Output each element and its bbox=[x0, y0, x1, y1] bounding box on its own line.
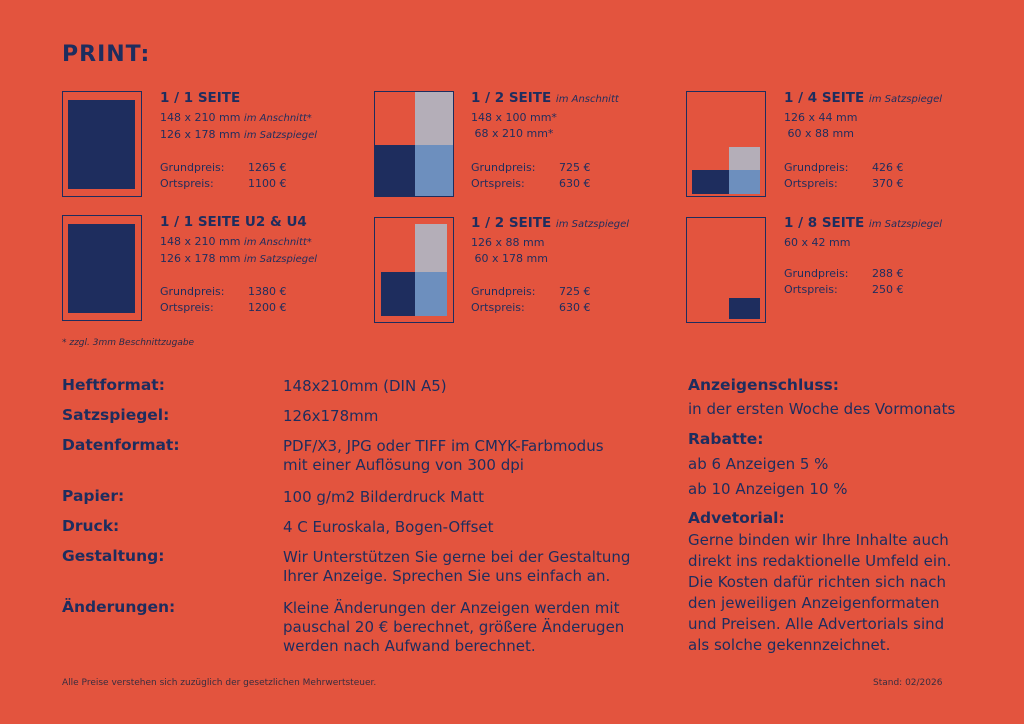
format-title-quarter: 1 / 4 SEITE im Satzspiegel bbox=[784, 90, 943, 106]
format-prices-full-u2u4: Grundpreis: 1380 € Ortspreis: 1200 € bbox=[160, 285, 287, 314]
ad-area-overlap bbox=[415, 272, 447, 316]
footnote: * zzgl. 3mm Beschnittzugabe bbox=[62, 338, 195, 348]
format-thumb-full bbox=[62, 91, 142, 197]
format-dims-full: 148 x 210 mm im Anschnitt* 126 x 178 mm im Satzspiegel bbox=[160, 111, 318, 141]
format-dims-full-u2u4: 148 x 210 mm im Anschnitt* 126 x 178 mm im Satzspiegel bbox=[160, 235, 318, 265]
ad-area-horizontal bbox=[375, 145, 415, 196]
format-title-half-bleed: 1 / 2 SEITE im Anschnitt bbox=[471, 90, 619, 106]
ad-area-overlap bbox=[729, 170, 760, 194]
ad-area-overlap bbox=[415, 145, 453, 196]
spec-value-heftformat: 148x210mm (DIN A5) bbox=[283, 377, 447, 395]
ad-area-horizontal bbox=[692, 170, 729, 194]
format-dims-quarter: 126 x 44 mm 60 x 88 mm bbox=[784, 111, 858, 140]
text-rabatte: ab 6 Anzeigen 5 % ab 10 Anzeigen 10 % bbox=[688, 455, 848, 498]
spec-label-datenformat: Datenformat: bbox=[62, 436, 180, 454]
page-title: PRINT: bbox=[62, 42, 151, 67]
ad-area-vertical bbox=[729, 147, 760, 170]
spec-label-heftformat: Heftformat: bbox=[62, 376, 165, 394]
ad-area bbox=[68, 224, 135, 313]
spec-value-aenderungen: Kleine Änderungen der Anzeigen werden mit pauschal 20 € berechnet, größere Änderugen werden nach Aufwand berechnet. bbox=[283, 599, 625, 655]
text-advetorial: Gerne binden wir Ihre Inhalte auch direkt ins redaktionelle Umfeld ein. Die Kosten dafür richten sich nach den jeweiligen Anzeigenformaten und Preisen. Alle Advertorials sind als solche gekennzeichnet. bbox=[688, 531, 952, 654]
spec-label-satzspiegel: Satzspiegel: bbox=[62, 406, 170, 424]
format-dims-half-bleed: 148 x 100 mm* 68 x 210 mm* bbox=[471, 111, 557, 140]
spec-label-druck: Druck: bbox=[62, 517, 120, 535]
text-anzeigenschluss: in der ersten Woche des Vormonats bbox=[688, 400, 956, 418]
spec-label-gestaltung: Gestaltung: bbox=[62, 547, 165, 565]
format-title-full: 1 / 1 SEITE bbox=[160, 90, 241, 106]
heading-anzeigenschluss: Anzeigenschluss: bbox=[688, 376, 839, 394]
format-title-half-type: 1 / 2 SEITE im Satzspiegel bbox=[471, 215, 630, 231]
format-prices-half-bleed: Grundpreis: 725 € Ortspreis: 630 € bbox=[471, 161, 591, 190]
format-title-full-u2u4: 1 / 1 SEITE U2 & U4 bbox=[160, 214, 307, 230]
heading-rabatte: Rabatte: bbox=[688, 430, 764, 448]
format-dims-half-type: 126 x 88 mm 60 x 178 mm bbox=[471, 236, 548, 265]
ad-area bbox=[729, 298, 760, 319]
format-thumb-full-u2u4 bbox=[62, 215, 142, 321]
spec-value-druck: 4 C Euroskala, Bogen-Offset bbox=[283, 518, 494, 536]
format-prices-quarter: Grundpreis: 426 € Ortspreis: 370 € bbox=[784, 161, 904, 190]
spec-label-papier: Papier: bbox=[62, 487, 125, 505]
format-prices-full: Grundpreis: 1265 € Ortspreis: 1100 € bbox=[160, 161, 287, 190]
format-prices-half-type: Grundpreis: 725 € Ortspreis: 630 € bbox=[471, 285, 591, 314]
format-title-eighth: 1 / 8 SEITE im Satzspiegel bbox=[784, 215, 943, 231]
format-thumb-quarter bbox=[686, 91, 766, 197]
stand-date: Stand: 02/2026 bbox=[873, 678, 943, 688]
spec-value-papier: 100 g/m2 Bilderdruck Matt bbox=[283, 488, 484, 506]
spec-label-aenderungen: Änderungen: bbox=[62, 598, 176, 616]
format-thumb-half-bleed bbox=[374, 91, 454, 197]
ad-area-vertical bbox=[415, 224, 447, 272]
format-prices-eighth: Grundpreis: 288 € Ortspreis: 250 € bbox=[784, 267, 904, 296]
vat-note: Alle Preise verstehen sich zuzüglich der gesetzlichen Mehrwertsteuer. bbox=[62, 678, 377, 688]
format-thumb-half-type bbox=[374, 217, 454, 323]
spec-value-gestaltung: Wir Unterstützen Sie gerne bei der Gestaltung Ihrer Anzeige. Sprechen Sie uns einfach an. bbox=[283, 548, 631, 585]
spec-value-satzspiegel: 126x178mm bbox=[283, 407, 379, 425]
format-thumb-eighth bbox=[686, 217, 766, 323]
ad-area-horizontal bbox=[381, 272, 415, 316]
ad-area bbox=[68, 100, 135, 189]
spec-value-datenformat: PDF/X3, JPG oder TIFF im CMYK-Farbmodus mit einer Auflösung von 300 dpi bbox=[283, 437, 604, 474]
heading-advetorial: Advetorial: bbox=[688, 509, 785, 527]
format-dims-eighth: 60 x 42 mm bbox=[784, 236, 851, 249]
ad-area-vertical bbox=[415, 92, 453, 145]
